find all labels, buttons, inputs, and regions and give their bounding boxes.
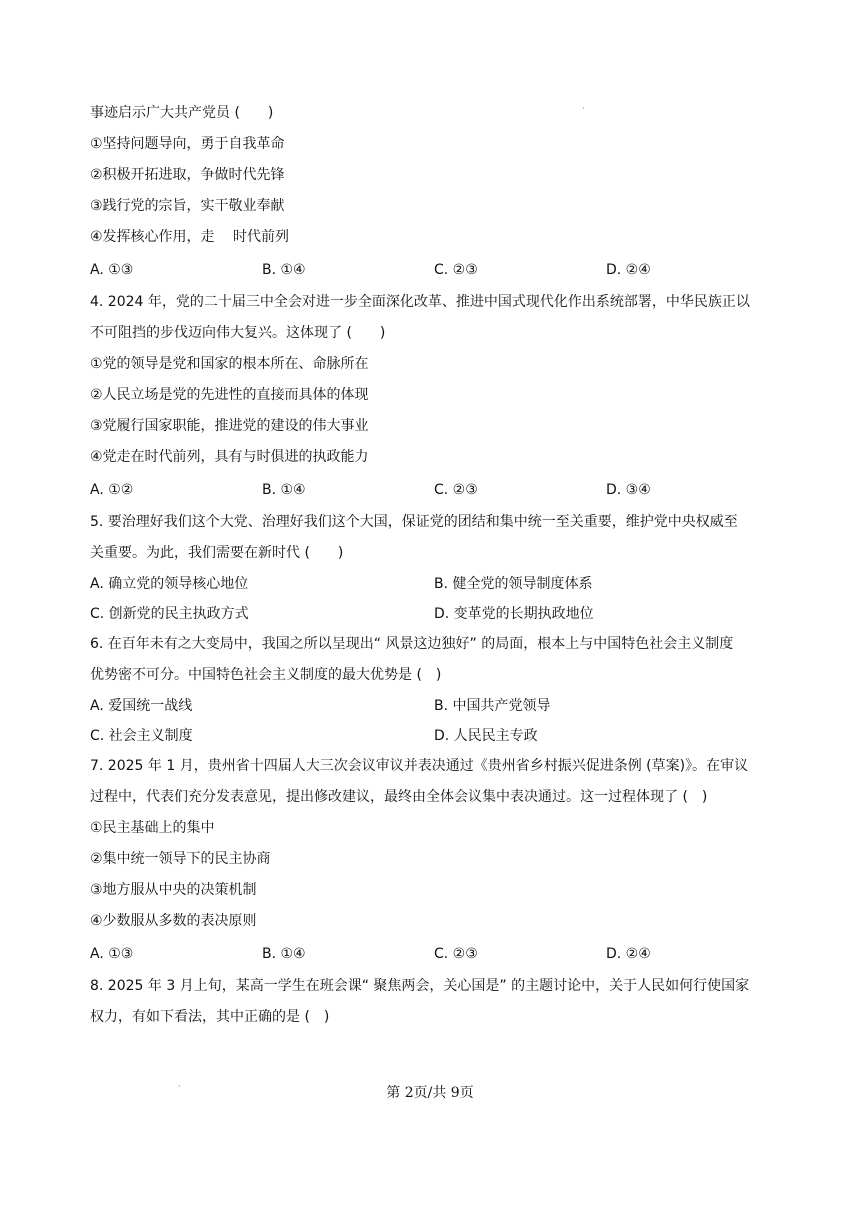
question-stem: 不可阻挡的步伐迈向伟大复兴。这体现了 ( ) (90, 325, 386, 341)
option-b: B. 健全党的领导制度体系 (434, 576, 593, 592)
answer-options-row (90, 691, 780, 721)
statement: ①民主基础上的集中 (90, 820, 215, 836)
statement: ②人民立场是党的先进性的直接而具体的体现 (90, 387, 369, 403)
question-stem: 权力，有如下看法，其中正确的是 ( ) (90, 1009, 330, 1025)
statement: ③党履行国家职能，推进党的建设的伟大事业 (90, 418, 369, 434)
question-stem: 优势密不可分。中国特色社会主义制度的最大优势是 ( ) (90, 667, 442, 683)
answer-options (90, 937, 780, 971)
option-a: A. 爱国统一战线 (90, 698, 193, 714)
option-d: D. ②④ (606, 262, 651, 278)
answer-options (90, 253, 780, 287)
question-5 (90, 507, 780, 629)
option-d: D. 变革党的长期执政地位 (434, 606, 594, 622)
question-3 (90, 98, 780, 287)
question-content (90, 98, 780, 1033)
option-d: D. ②④ (606, 946, 651, 962)
answer-options-row (90, 599, 780, 629)
answer-options-row (90, 569, 780, 599)
option-d: D. ③④ (606, 482, 651, 498)
option-b: B. 中国共产党领导 (434, 698, 551, 714)
answer-options (90, 473, 780, 507)
statement: ②积极开拓进取，争做时代先锋 (90, 167, 285, 183)
question-4 (90, 287, 780, 507)
question-7 (90, 751, 780, 971)
option-b: B. ①④ (262, 482, 306, 498)
option-c: C. 创新党的民主执政方式 (90, 606, 249, 622)
statement: ③践行党的宗旨，实干敬业奉献 (90, 198, 285, 214)
option-a: A. ①③ (90, 946, 134, 962)
option-d: D. 人民民主专政 (434, 728, 538, 744)
option-a: A. ①③ (90, 262, 134, 278)
question-6 (90, 629, 780, 751)
question-8 (90, 971, 780, 1033)
statement: ④党走在时代前列，具有与时俱进的执政能力 (90, 449, 369, 465)
statement: ③地方服从中央的决策机制 (90, 882, 257, 898)
statement: ④少数服从多数的表决原则 (90, 913, 257, 929)
question-stem: 7. 2025 年 1 月，贵州省十四届人大三次会议审议并表决通过《贵州省乡村振兴促进条例 (草案)》。在审议 (90, 758, 749, 774)
statement: ④发挥核心作用，走 时代前列 (90, 229, 290, 245)
option-a: A. ①② (90, 482, 134, 498)
option-c: C. 社会主义制度 (90, 728, 193, 744)
statement: ①党的领导是党和国家的根本所在、命脉所在 (90, 356, 369, 372)
option-c: C. ②③ (434, 946, 478, 962)
question-stem: 4. 2024 年，党的二十届三中全会对进一步全面深化改革、推进中国式现代化作出系统部署，中华民族正以 (90, 294, 750, 310)
statement: ②集中统一领导下的民主协商 (90, 851, 271, 867)
question-stem: 6. 在百年未有之大变局中，我国之所以呈现出“ 风景这边独好” 的局面，根本上与中国特色社会主义制度 (90, 636, 734, 652)
question-stem: 5. 要治理好我们这个大党、治理好我们这个大国，保证党的团结和集中统一至关重要，维护党中央权威至 (90, 514, 738, 530)
statement: ①坚持问题导向，勇于自我革命 (90, 136, 285, 152)
question-stem: 事迹启示广大共产党员 ( ) (90, 105, 274, 121)
option-b: B. ①④ (262, 946, 306, 962)
option-b: B. ①④ (262, 262, 306, 278)
question-stem: 8. 2025 年 3 月上旬，某高一学生在班会课“ 聚焦两会，关心国是” 的主题讨论中，关于人民如何行使国家 (90, 978, 750, 994)
option-c: C. ②③ (434, 482, 478, 498)
answer-options-row (90, 721, 780, 751)
page-number: 第 2页/共 9页 (386, 1085, 474, 1101)
stray-mark-bottom: · (178, 1082, 181, 1091)
stray-mark-top: · (582, 104, 585, 113)
question-stem: 关重要。为此，我们需要在新时代 ( ) (90, 545, 344, 561)
question-stem: 过程中，代表们充分发表意见，提出修改建议，最终由全体会议集中表决通过。这一过程体现了 ( ) (90, 789, 708, 805)
option-a: A. 确立党的领导核心地位 (90, 576, 249, 592)
option-c: C. ②③ (434, 262, 478, 278)
